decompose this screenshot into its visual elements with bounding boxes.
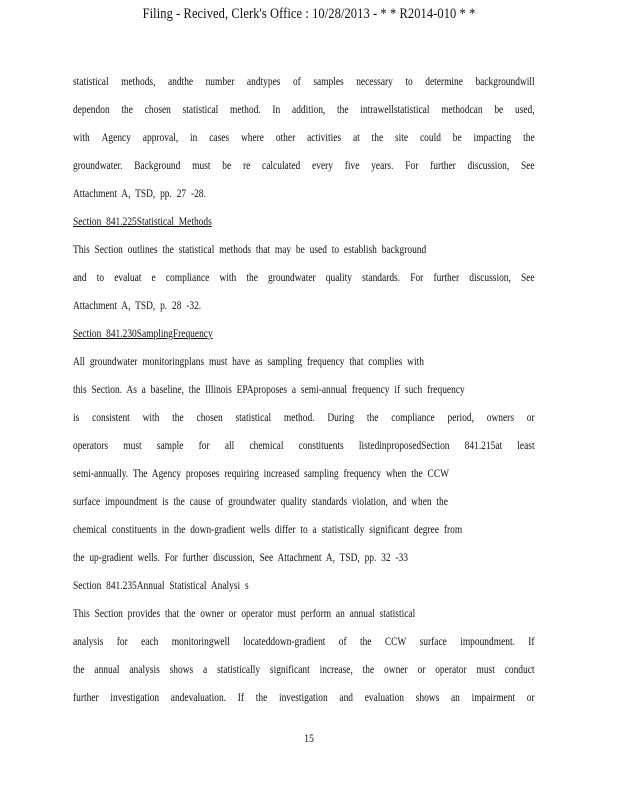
text-line: Attachment A, TSD, pp. 27 -28.: [73, 188, 206, 200]
text-line: further investigation andevaluation. If the investigation and evaluation shows an impairment or: [73, 692, 535, 704]
text-line: dependon the chosen statistical method. In addition, the intrawellstatistical methodcan be used,: [73, 104, 535, 116]
page-number: 15: [304, 733, 314, 745]
filing-stamp-header: Filing - Recived, Clerk's Office : 10/28/2013 - * * R2014-010 * *: [142, 6, 476, 22]
text-line: and to evaluat e compliance with the groundwater quality standards. For further discussion, See: [73, 272, 535, 284]
text-line: analysis for each monitoringwell locateddown-gradient of the CCW surface impoundment. If: [73, 636, 535, 648]
text-line: operators must sample for all chemical constituents listedinproposedSection 841.215at least: [73, 440, 535, 452]
text-line: This Section provides that the owner or operator must perform an annual statistical: [73, 608, 416, 620]
text-line: this Section. As a baseline, the Illinois EPAproposes a semi-annual frequency if such frequency: [73, 384, 465, 396]
text-line: with Agency approval, in cases where other activities at the site could be impacting the: [73, 132, 535, 144]
text-line: statistical methods, andthe number andtypes of samples necessary to determine backgroundwill: [73, 76, 535, 88]
text-line: surface impoundment is the cause of groundwater quality standards violation, and when the: [73, 496, 448, 508]
text-line: semi-annually. The Agency proposes requiring increased sampling frequency when the CCW: [73, 468, 450, 480]
document-body: [73, 68, 535, 712]
text-line: chemical constituents in the down-gradient wells differ to a statistically significant degree from: [73, 524, 463, 536]
section-heading: Section 841.230SamplingFrequency: [73, 328, 213, 340]
text-line: is consistent with the chosen statistical method. During the compliance period, owners or: [73, 412, 535, 424]
text-line: the annual analysis shows a statistically significant increase, the owner or operator must conduct: [73, 664, 535, 676]
section-heading: Section 841.225Statistical Methods: [73, 216, 212, 228]
text-line: This Section outlines the statistical methods that may be used to establish background: [73, 244, 427, 256]
text-line: All groundwater monitoringplans must have as sampling frequency that complies with: [73, 356, 424, 368]
text-line: groundwater. Background must be re calculated every five years. For further discussion, See: [73, 160, 535, 172]
text-line: Attachment A, TSD, p. 28 -32.: [73, 300, 202, 312]
text-line: the up-gradient wells. For further discussion, See Attachment A, TSD, pp. 32 -33: [73, 552, 408, 564]
text-line: Section 841.235Annual Statistical Analysi s: [73, 580, 249, 592]
